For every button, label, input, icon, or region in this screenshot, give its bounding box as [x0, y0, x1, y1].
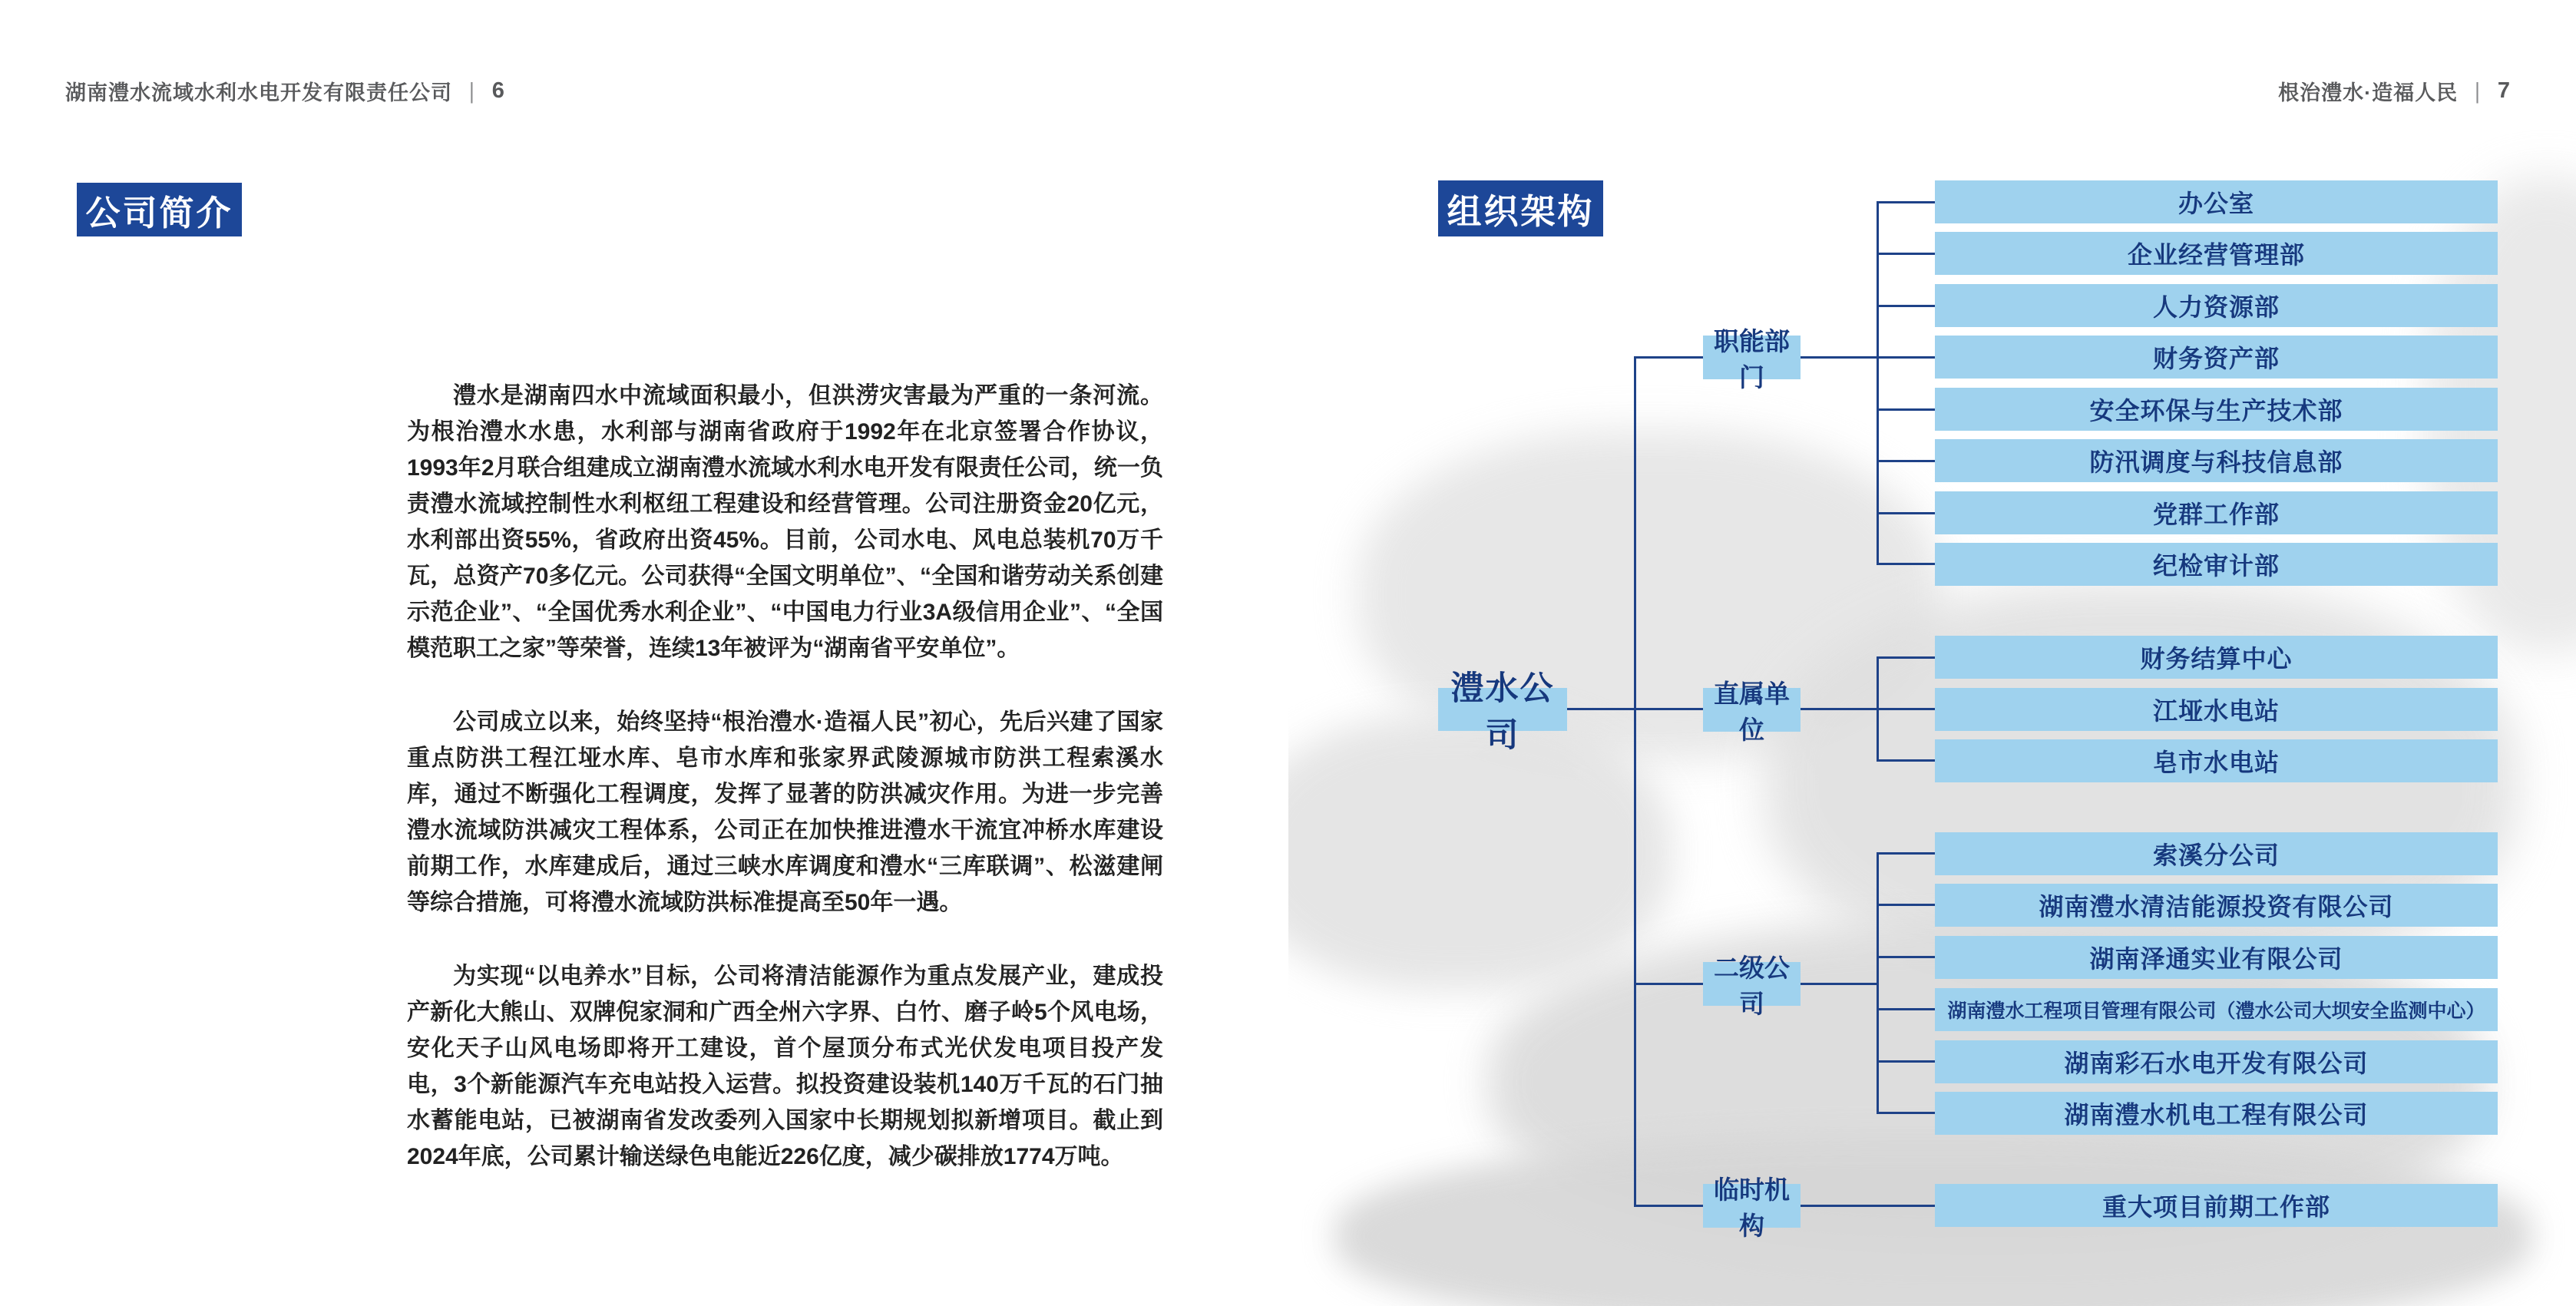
org-node-safety-env-production-tech-dept: 安全环保与生产技术部 [1935, 388, 2498, 431]
org-bracket-group1 [1877, 201, 1879, 565]
org-stub [1877, 759, 1935, 762]
running-head-left [65, 75, 505, 106]
running-head-right-separator: | [2475, 77, 2481, 104]
org-connector-group3 [1801, 983, 1878, 985]
org-stub [1877, 904, 1935, 906]
org-connector-group3 [1634, 983, 1705, 985]
org-node-lishui-project-management-co: 湖南澧水工程项目管理有限公司（澧水公司大坝安全监测中心） [1935, 988, 2498, 1031]
company-intro-paragraph-2: 公司成立以来，始终坚持“根治澧水·造福人民”初心，先后兴建了国家重点防洪工程江垭水库、皂市水库和张家界武陵源城市防洪工程索溪水库，通过不断强化工程调度，发挥了显著的防洪减灾作用。为进一步完善澧水流域防洪减灾工程体系，公司正在加快推进澧水干流宜冲桥水库建设前期工作，水库建成后，通过三峡水库调度和澧水“三库联调”、松滋建闸等综合措施，可将澧水流域防洪标准提高至50年一遇。 [407, 709, 1163, 915]
org-stub [1877, 253, 1935, 255]
section-title-company-intro-label: 公司简介 [85, 193, 233, 233]
company-intro-paragraph-1: 澧水是湖南四水中流域面积最小，但洪涝灾害最为严重的一条河流。为根治澧水水患，水利部与湖南省政府于1992年在北京签署合作协议，1993年2月联合组建成立湖南澧水流域水利水电开发有限责任公司，统一负责澧水流域控制性水利枢纽工程建设和经营管理。公司注册资金20亿元，水利部出资55%，省政府出资45%。目前，公司水电、风电总装机70万千瓦，总资产70多亿元。公司获得“全国文明单位”、“全国和谐劳动关系创建示范企业”、“全国优秀水利企业”、“中国电力行业3A级信用企业”、“全国模范职工之家”等荣誉，连续13年被评为“湖南省平安单位”。 [407, 383, 1163, 661]
org-stub [1877, 852, 1935, 855]
org-connector-group2 [1801, 708, 1935, 710]
running-head-right-title: 根治澧水·造福人民 [2278, 81, 2459, 104]
section-title-org-structure-label: 组织架构 [1447, 192, 1595, 231]
org-trunk-line [1634, 356, 1636, 1207]
org-connector-group4 [1634, 1205, 1705, 1207]
org-connector-group1 [1634, 356, 1705, 359]
org-node-root: 澧水公司 [1438, 688, 1567, 731]
org-stub [1877, 460, 1935, 462]
org-stub [1877, 956, 1935, 958]
org-stub [1877, 512, 1935, 514]
org-stub [1877, 408, 1935, 411]
org-bracket-group3 [1877, 852, 1879, 1114]
org-node-human-resources-dept: 人力资源部 [1935, 284, 2498, 327]
company-intro-text [407, 378, 1163, 1212]
org-node-party-mass-work-dept: 党群工作部 [1935, 491, 2498, 534]
page-number-left: 6 [491, 78, 505, 103]
org-bracket-group2 [1877, 656, 1879, 762]
org-group-label-directly-affiliated-units: 直属单位 [1703, 688, 1801, 732]
org-connector-group4 [1801, 1205, 1935, 1207]
org-node-finance-assets-dept: 财务资产部 [1935, 336, 2498, 379]
org-node-business-management-dept: 企业经营管理部 [1935, 232, 2498, 275]
org-connector-group1 [1801, 356, 1935, 359]
company-intro-paragraph-3: 为实现“以电养水”目标，公司将清洁能源作为重点发展产业，建成投产新化大熊山、双牌倪家洞和广西全州六字界、白竹、磨子岭5个风电场，安化天子山风电场即将开工建设，首个屋顶分布式光伏发电项目投产发电，3个新能源汽车充电站投入运营。拟投资建设装机140万千瓦的石门抽水蓄能电站，已被湖南省发改委列入国家中长期规划拟新增项目。截止到2024年底，公司累计输送绿色电能近226亿度，减少碳排放1774万吨。 [407, 964, 1163, 1169]
page-number-right: 7 [2497, 78, 2511, 103]
org-stub [1877, 656, 1935, 659]
org-node-jiangya-hydropower-station: 江垭水电站 [1935, 688, 2498, 731]
org-stub [1877, 1112, 1935, 1114]
org-node-discipline-audit-dept: 纪检审计部 [1935, 543, 2498, 586]
org-node-zetong-industrial-co: 湖南泽通实业有限公司 [1935, 936, 2498, 979]
org-group-label-temporary-bodies: 临时机构 [1703, 1184, 1801, 1228]
org-stub [1877, 305, 1935, 307]
org-node-lishui-electromechanical-engineering-co: 湖南澧水机电工程有限公司 [1935, 1092, 2498, 1135]
org-stub [1877, 201, 1935, 203]
running-head-left-title: 湖南澧水流域水利水电开发有限责任公司 [65, 81, 452, 104]
org-node-major-project-preliminary-work-dept: 重大项目前期工作部 [1935, 1184, 2498, 1227]
page-right [1288, 0, 2576, 1306]
org-stub [1877, 1060, 1935, 1063]
org-stub [1877, 1008, 1935, 1010]
org-node-zaoshi-hydropower-station: 皂市水电站 [1935, 739, 2498, 782]
org-node-lishui-clean-energy-investment-co: 湖南澧水清洁能源投资有限公司 [1935, 884, 2498, 927]
org-connector-root [1567, 708, 1703, 710]
running-head-left-separator: | [469, 77, 475, 104]
org-node-suoxi-branch: 索溪分公司 [1935, 832, 2498, 875]
org-group-label-functional-departments: 职能部门 [1703, 336, 1801, 379]
org-node-caishi-hydropower-development-co: 湖南彩石水电开发有限公司 [1935, 1040, 2498, 1083]
org-chart [1288, 0, 2576, 1306]
org-node-flood-dispatch-sci-tech-info-dept: 防汛调度与科技信息部 [1935, 439, 2498, 482]
org-group-label-secondary-companies: 二级公司 [1703, 962, 1801, 1006]
org-node-office: 办公室 [1935, 180, 2498, 223]
org-node-financial-settlement-center: 财务结算中心 [1935, 636, 2498, 679]
org-stub [1877, 563, 1935, 565]
section-title-company-intro [77, 183, 242, 236]
